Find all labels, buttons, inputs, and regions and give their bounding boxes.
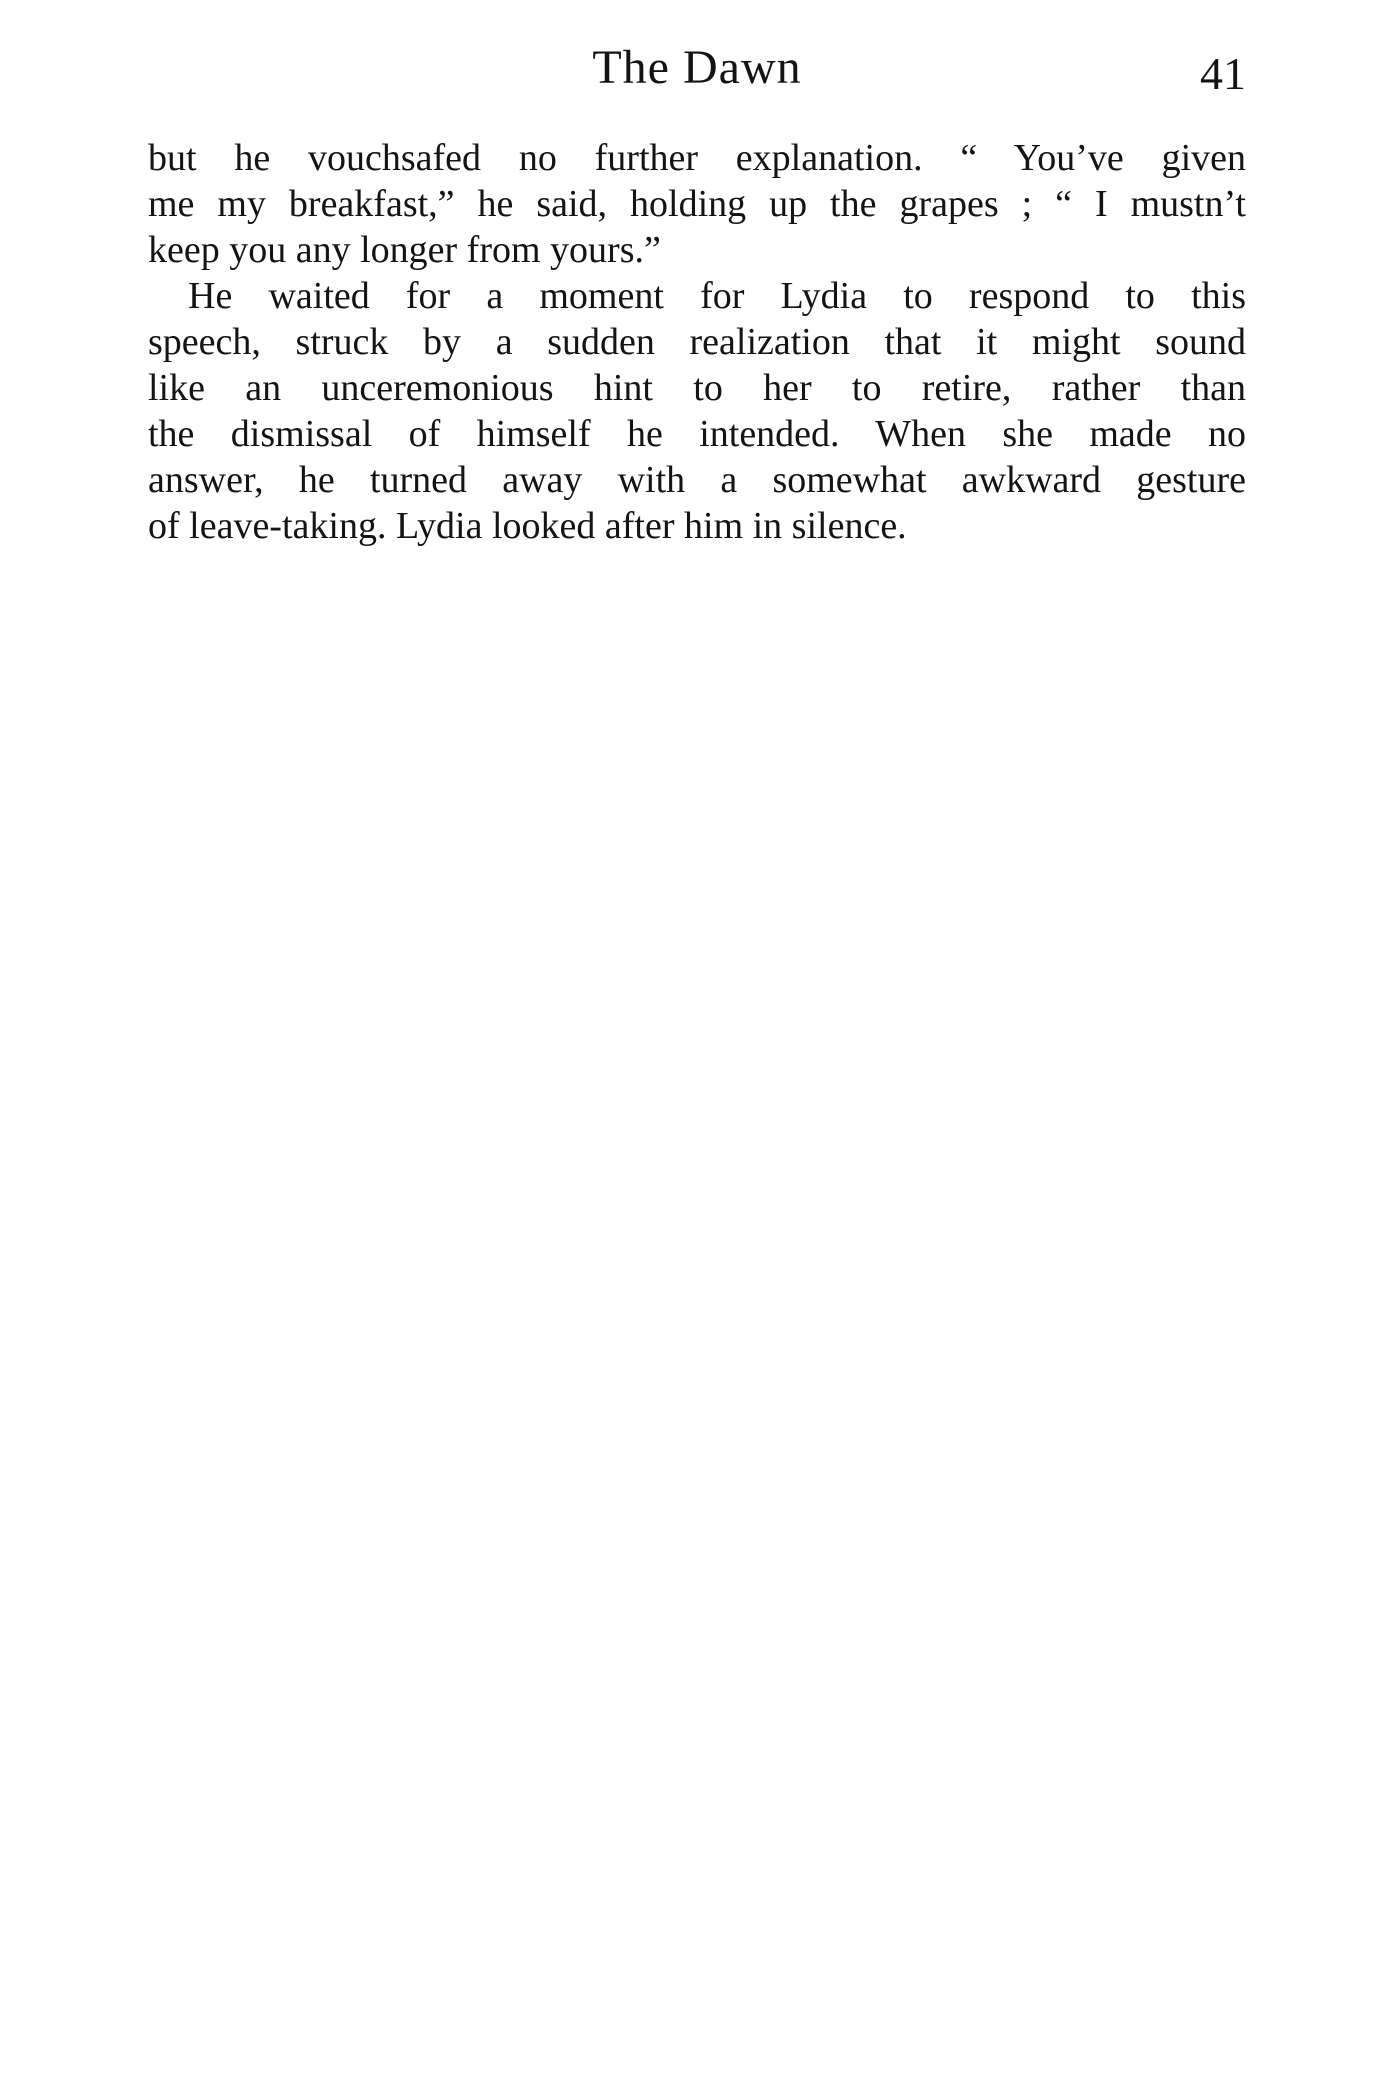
running-title: The Dawn — [592, 41, 802, 94]
text-line: of leave-taking. Lydia looked after him in silence. — [148, 505, 907, 547]
text-line: speech, struck by a sudden realization that it might sound — [148, 321, 1246, 363]
text-line: but he vouchsafed no further explanation. “ You’ve given — [148, 137, 1246, 179]
text-line: like an unceremonious hint to her to retire, rather than — [148, 367, 1246, 409]
text-line: keep you any longer from yours.” — [148, 229, 661, 271]
paragraph-1 — [148, 135, 1246, 273]
page-number: 41 — [1200, 48, 1246, 99]
running-head — [148, 38, 1246, 98]
text-line: the dismissal of himself he intended. When she made no — [148, 413, 1246, 455]
body-text — [148, 135, 1246, 549]
text-line: answer, he turned away with a somewhat awkward gesture — [148, 459, 1246, 501]
text-line: He waited for a moment for Lydia to respond to this — [188, 275, 1246, 317]
text-line: me my breakfast,” he said, holding up the grapes ; “ I mustn’t — [148, 183, 1246, 225]
paragraph-2 — [148, 273, 1246, 549]
